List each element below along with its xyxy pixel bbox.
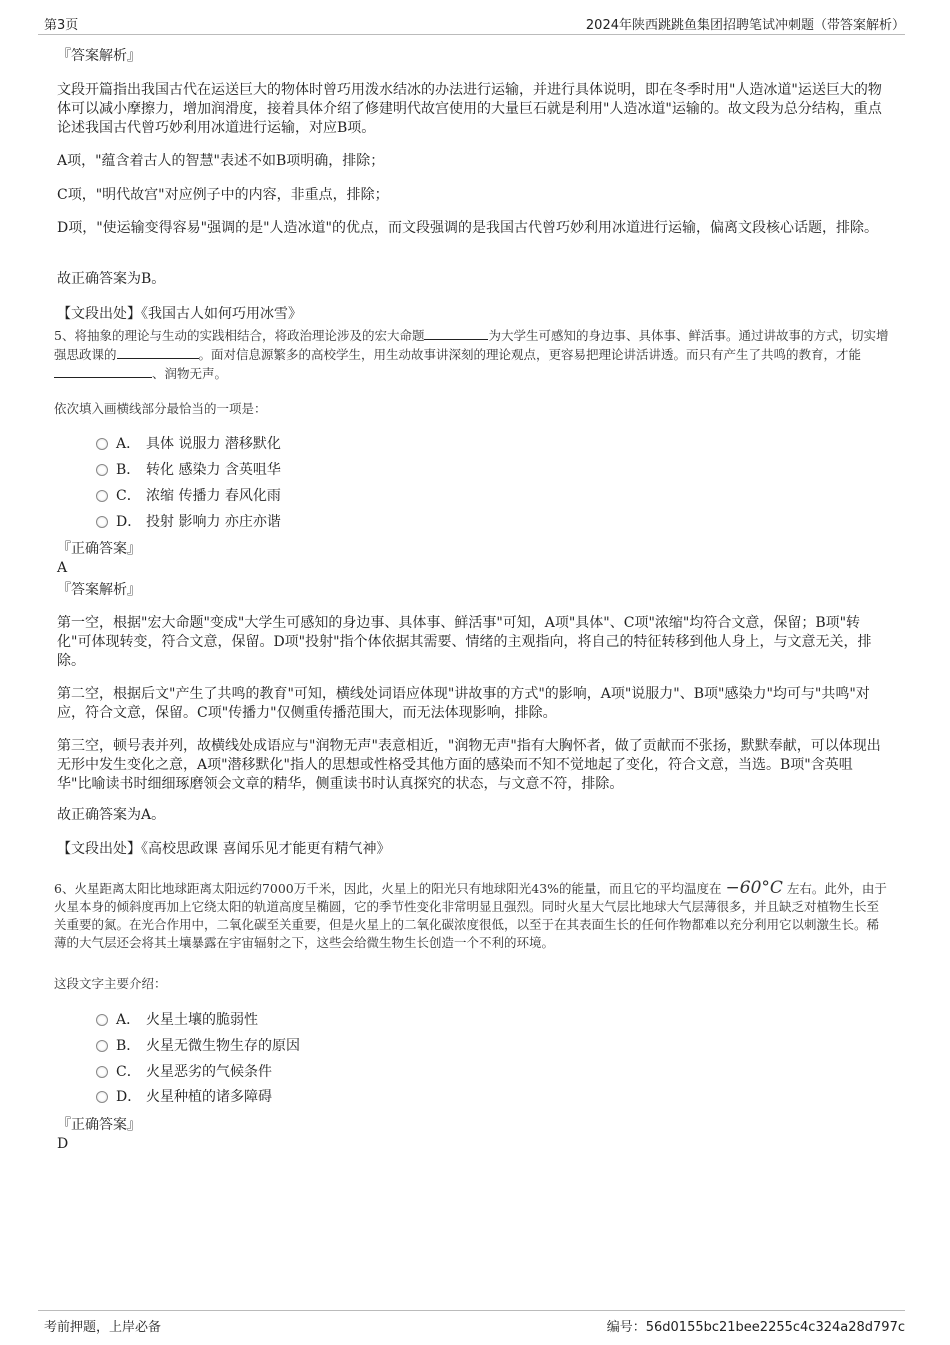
- q5-answer-label: 『正确答案』: [57, 541, 141, 557]
- q4-analysis-p1: 文段开篇指出我国古代在运送巨大的物体时曾巧用泼水结冰的办法进行运输，并进行具体说明，即在冬季时用"人造冰道"运送巨大的物体可以减小摩擦力，增加润滑度，接着具体介绍了修建明代故宫使用的大量巨石就是利用"人造冰道"运输的。故文段为总分结构，重点论述我国古代曾巧妙利用冰道进行运输，对应B项。: [57, 82, 882, 136]
- footer-slogan: 考前押题，上岸必备: [44, 1320, 162, 1335]
- q5-analysis-p2: 第二空，根据后文"产生了共鸣的教育"可知，横线处词语应体现"讲故事的方式"的影响，A项"说服力"、B项"感染力"均可与"共鸣"对应，符合文意，保留。C项"传播力"仅侧重传播范围大，而无法体现影响，排除。: [57, 686, 870, 721]
- q5-option-c[interactable]: C． 浓缩 传播力 春风化雨: [96, 486, 281, 506]
- radio-icon[interactable]: [96, 1091, 108, 1103]
- q6-stem-part1: 6、火星距离太阳比地球距离太阳远约7000万千米，因此，火星上的阳光只有地球阳光43%的能量，而且它的平均温度在: [54, 881, 722, 896]
- radio-icon[interactable]: [96, 464, 108, 476]
- q6-option-d-text: 火星种植的诸多障碍: [146, 1089, 272, 1105]
- q6-option-c-text: 火星恶劣的气候条件: [146, 1064, 272, 1080]
- q4-analysis-p2: A项，"蕴含着古人的智慧"表述不如B项明确，排除；: [57, 153, 385, 169]
- page-number: 第3页: [44, 18, 79, 33]
- q6-option-c[interactable]: C． 火星恶劣的气候条件: [96, 1062, 272, 1082]
- q6-stem-part2: 左右。此外，由于火星本身的倾斜度再加上它绕太阳的轨道高度呈椭圆，它的季节性变化非常明显且强烈。同时火星大气层比地球大气层薄很多，并且缺乏对植物生长至关重要的氮。在光合作用中，二氧化碳至关重要，但是火星上的二氧化碳浓度很低，以至于在其表面生长的任何作物都难以充分利用它以刺激生长。稀薄的大气层还会将其土壤暴露在宇宙辐射之下，这些会给微生物生长创造一个不利的环境。: [54, 881, 887, 950]
- temperature-formula: −60°C: [725, 878, 783, 898]
- q5-answer: A: [57, 560, 68, 576]
- q5-option-c-text: 浓缩 传播力 春风化雨: [146, 488, 281, 504]
- q5-answer-text: 故正确答案为A。: [57, 807, 166, 823]
- radio-icon[interactable]: [96, 490, 108, 502]
- q5-stem-part3: 。面对信息源繁多的高校学生，用生动故事讲深刻的理论观点，更容易把理论讲活讲透。而只有产生了共鸣的教育，才能: [198, 347, 862, 362]
- q6-option-d[interactable]: D． 火星种植的诸多障碍: [96, 1087, 272, 1107]
- q5-stem-part2: 为大学生可感知的身边事、具体事、鲜活事。通过讲故事的方式，切实增强思政课的: [54, 328, 889, 362]
- q4-answer-text: 故正确答案为B。: [57, 271, 166, 287]
- q5-blank-1: [424, 326, 488, 340]
- q5-stem-part4: 、润物无声。: [152, 366, 228, 381]
- q6-answer: D: [57, 1136, 69, 1152]
- q6-answer-label: 『正确答案』: [57, 1117, 141, 1133]
- radio-icon[interactable]: [96, 516, 108, 528]
- q4-analysis-p4: D项，"使运输变得容易"强调的是"人造冰道"的优点，而文段强调的是我国古代曾巧妙利用冰道进行运输，偏离文段核心话题，排除。: [57, 220, 878, 236]
- q4-analysis-label: 『答案解析』: [57, 48, 141, 64]
- page-header: [38, 14, 905, 35]
- q5-source: 【文段出处】《高校思政课 喜闻乐见才能更有精气神》: [57, 841, 391, 857]
- q5-analysis-p3: 第三空，顿号表并列，故横线处成语应与"润物无声"表意相近，"润物无声"指有大胸怀者，做了贡献而不张扬，默默奉献，可以体现出无形中发生变化之意，A项"潜移默化"指人的思想或性格受其他方面的感染而不知不觉地起了变化，符合文意，当选。B项"含英咀华"比喻读书时细细琢磨领会文章的精华，侧重读书时认真探究的状态，与文意不符，排除。: [57, 738, 881, 792]
- document-title: 2024年陕西跳跳鱼集团招聘笔试冲刺题（带答案解析）: [585, 18, 905, 33]
- q6-option-a-text: 火星土壤的脆弱性: [146, 1012, 258, 1028]
- radio-icon[interactable]: [96, 1040, 108, 1052]
- q5-option-b-text: 转化 感染力 含英咀华: [146, 462, 281, 478]
- q6-stem: [54, 879, 890, 952]
- document-id: 编号：56d0155bc21bee2255c4c324a28d797c: [606, 1320, 905, 1335]
- q5-stem-part1: 5、将抽象的理论与生动的实践相结合，将政治理论涉及的宏大命题: [54, 328, 425, 343]
- q6-option-b-text: 火星无微生物生存的原因: [146, 1038, 300, 1054]
- q5-option-d-text: 投射 影响力 亦庄亦谐: [146, 514, 281, 530]
- q5-option-b[interactable]: B． 转化 感染力 含英咀华: [96, 460, 281, 480]
- q6-option-a[interactable]: A． 火星土壤的脆弱性: [96, 1010, 258, 1030]
- q4-analysis-p3: C项，"明代故宫"对应例子中的内容，非重点，排除；: [57, 187, 389, 203]
- q5-analysis-p1: 第一空，根据"宏大命题"变成"大学生可感知的身边事、具体事、鲜活事"可知，A项"具体"、C项"浓缩"均符合文意，保留；B项"转化"可体现转变，符合文意，保留。D项"投射"指个体依据其需要、情绪的主观指向，将自己的特征转移到他人身上，与文意无关，排除。: [57, 615, 872, 669]
- q5-blank-2: [117, 345, 199, 359]
- q5-option-a[interactable]: A． 具体 说服力 潜移默化: [96, 434, 281, 454]
- page-footer: [38, 1310, 905, 1335]
- radio-icon[interactable]: [96, 1014, 108, 1026]
- q5-prompt: 依次填入画横线部分最恰当的一项是：: [54, 401, 267, 416]
- q6-option-b[interactable]: B． 火星无微生物生存的原因: [96, 1036, 300, 1056]
- q5-analysis-label: 『答案解析』: [57, 582, 141, 598]
- q5-stem: [54, 326, 890, 383]
- q6-prompt: 这段文字主要介绍：: [54, 976, 167, 991]
- q5-option-a-text: 具体 说服力 潜移默化: [146, 436, 281, 452]
- q4-source: 【文段出处】《我国古人如何巧用冰雪》: [57, 306, 302, 322]
- radio-icon[interactable]: [96, 1066, 108, 1078]
- radio-icon[interactable]: [96, 438, 108, 450]
- q5-option-d[interactable]: D． 投射 影响力 亦庄亦谐: [96, 512, 281, 532]
- q5-blank-3: [54, 364, 152, 378]
